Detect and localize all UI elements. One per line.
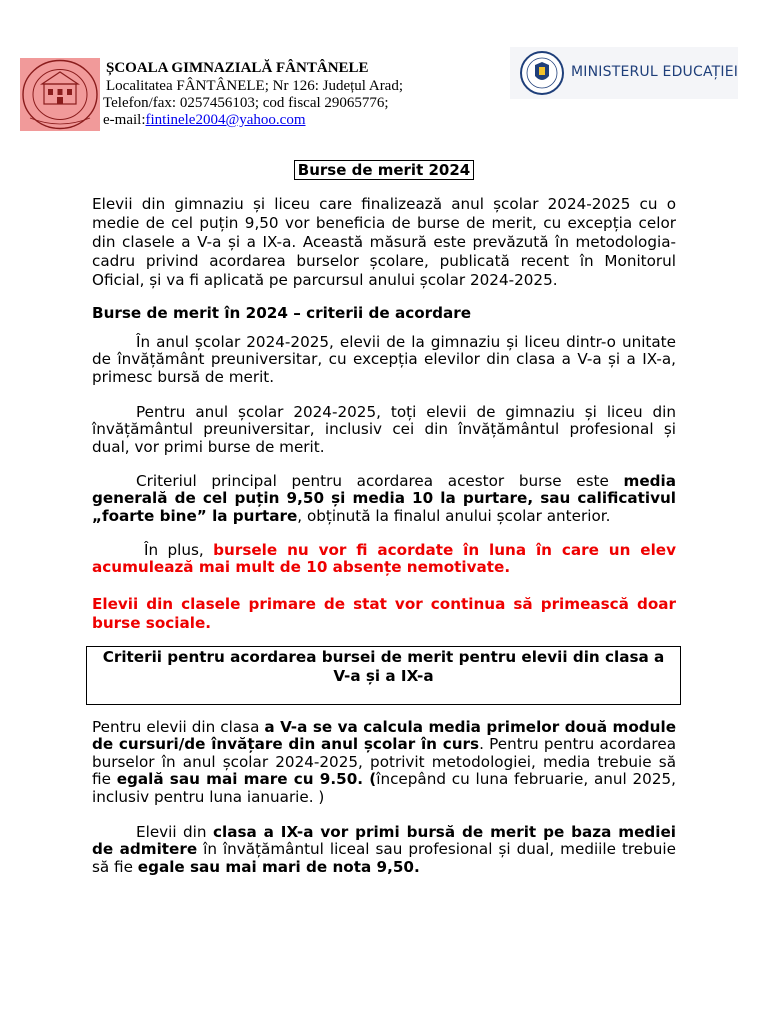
- absences-intro: În plus,: [144, 541, 214, 559]
- school-phone: Telefon/fax: 0257456103; cod fiscal 29065776;: [103, 95, 389, 111]
- paragraph-class-nine: [92, 824, 676, 876]
- class-five-dates: începând cu luna februarie, anul 2025, inclusiv pentru luna ianuarie. ): [92, 770, 676, 806]
- email-link[interactable]: fintinele2004@yahoo.com: [145, 112, 306, 128]
- paragraph-exceptions: În anul școlar 2024-2025, elevii de la gimnaziu și liceu dintr-o unitate de învățământ preuniversitar, cu excepția elevilor din clasa a V-a și a IX-a, primesc bursă de merit.: [92, 333, 676, 386]
- class-nine-intro: Elevii din: [136, 823, 213, 841]
- main-criterion-end: , obținută la finalul anului școlar anterior.: [297, 506, 611, 525]
- class-nine-rule: clasa a IX-a vor primi bursă de merit pe baza mediei de admitere: [92, 823, 676, 859]
- class-nine-mid: în învățământul liceal sau profesional și dual, mediile trebuie să fie: [92, 840, 676, 876]
- class-five-intro: Pentru elevii din clasa: [92, 718, 265, 736]
- class-five-rule: a V-a se va calcula media primelor două module de cursuri/de învățare din anul școlar în curs: [92, 718, 676, 754]
- school-seal: [20, 58, 100, 131]
- email-label: e-mail:: [103, 112, 146, 128]
- paragraph-absences: [92, 542, 676, 577]
- criteria-subheading: Burse de merit în 2024 – criterii de acordare: [92, 304, 472, 322]
- ministry-emblem-icon: [518, 50, 566, 96]
- class-nine-threshold: egale sau mai mari de nota 9,50.: [137, 857, 420, 876]
- intro-paragraph: Elevii din gimnaziu și liceu care finalizează anul școlar 2024-2025 cu o medie de cel puțin 9,50 vor beneficia de burse de merit, cu excepția celor din clasele a V-a și a IX-a. Această măsură este prevăzută în metodologia-cadru privind acordarea burselor școlare, publicată recent în Monitorul Oficial, și va fi aplicată pe parcursul anului școlar 2024-2025.: [92, 195, 676, 289]
- paragraph-class-five: [92, 719, 676, 806]
- school-name: ȘCOALA GIMNAZIALĂ FÂNTÂNELE: [106, 60, 369, 76]
- paragraph-all-students: Pentru anul școlar 2024-2025, toți elevii de gimnaziu și liceu din învățământul preuniversitar, inclusiv cei din învățământul profesional și dual, vor primi burse de merit.: [92, 403, 676, 456]
- document-title: Burse de merit 2024: [294, 160, 474, 180]
- criteria-box: [86, 646, 681, 705]
- ministry-logo-block: [510, 47, 738, 99]
- class-five-threshold: egală sau mai mare cu 9.50. (: [116, 770, 377, 789]
- absences-rule: bursele nu vor fi acordate în luna în care un elev acumulează mai mult de 10 absențe nemotivate.: [92, 541, 676, 577]
- school-email-line: [103, 111, 306, 129]
- class-five-method: . Pentru pentru acordarea burselor în anul școlar 2024-2025, potrivit metodologiei, media trebuie să fie: [92, 735, 676, 789]
- main-criterion-text: Criteriul principal pentru acordarea acestor burse este: [136, 472, 624, 490]
- ministry-name: MINISTERUL EDUCAȚIEI: [571, 64, 739, 80]
- criteria-box-title: Criterii pentru acordarea bursei de merit pentru elevii din clasa a V-a și a IX-a: [102, 648, 665, 685]
- school-address: Localitatea FÂNTÂNELE; Nr 126: Județul Arad;: [106, 78, 404, 94]
- paragraph-primary-classes: Elevii din clasele primare de stat vor continua să primească doar burse sociale.: [92, 595, 676, 632]
- paragraph-main-criterion: [92, 473, 676, 525]
- main-criterion-bold: media generală de cel puțin 9,50 și media 10 la purtare, sau calificativul „foarte bine” la purtare: [92, 472, 676, 525]
